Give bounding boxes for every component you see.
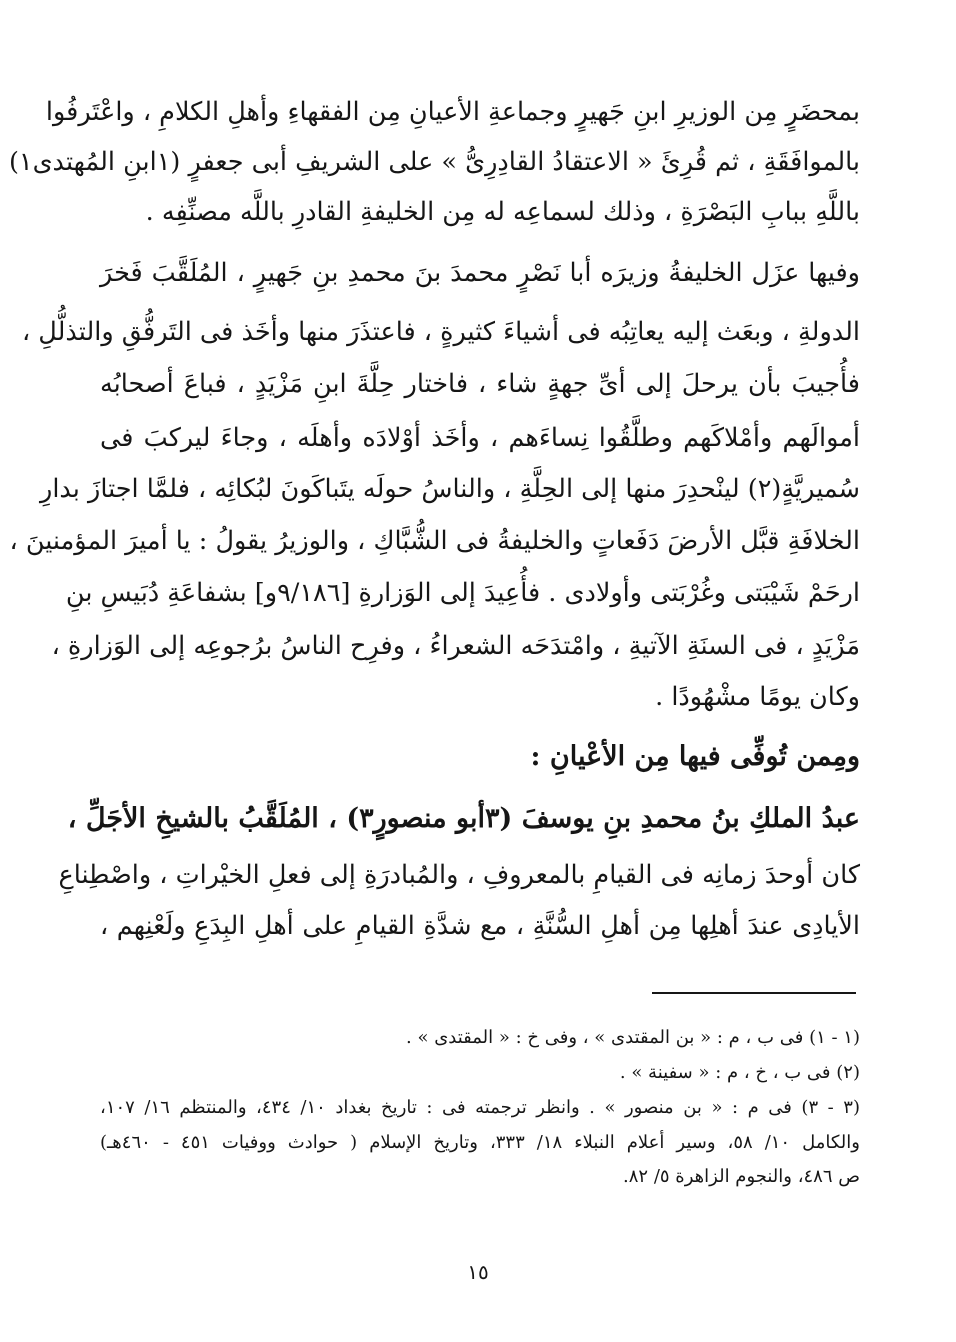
body-line: الخلافَةِ قبَّل الأرضَ دَفَعاتٍ والخليفةُ فى الشُّبَّاكِ ، والوزيرُ يقولُ : يا أميرَ المؤمنينَ ، <box>9 526 860 556</box>
footnote-line: (٣ - ٣) فى م : « بن منصور » . وانظر ترجمته فى : تاريخ بغداد ١٠/ ٤٣٤، والمنتظم ١٦/ ١٠٧، <box>100 1097 860 1118</box>
body-line: وكان يومًا مشْهُودًا . <box>655 682 860 712</box>
body-line: وفيها عزَل الخليفةُ وزيرَه أبا نَصْرٍ محمدَ بنَ محمدِ بنِ جَهيرٍ ، المُلَقَّبَ فَخرَ <box>100 258 860 288</box>
biography-entry-heading: عبدُ الملكِ بنُ محمدِ بنِ يوسفَ (٣أبو منصورٍ٣) ، المُلَقَّبُ بالشيخِ الأجَلِّ ، <box>67 803 860 834</box>
page-number: ١٥ <box>467 1260 489 1284</box>
body-line: أموالَهم وأمْلاكَهم وطلَّقُوا نِساءَهم ، وأخَذ أوْلادَه وأهلَه ، وجاءَ ليركبَ فى <box>100 423 860 453</box>
body-line: ارحَمْ شَيْبَتى وغُرْبَتى وأولادى . فأُعِيدَ إلى الوَزارةِ [٩/١٨٦و] بشفاعَةِ دُبَيسِ بنِ <box>65 578 860 608</box>
body-line: بالموافَقَةِ ، ثم قُرِئَ « الاعتقادُ القادِرِىُّ » على الشريفِ أبى جعفرٍ (١ابنِ المُهتدى١) <box>8 147 860 177</box>
body-line: فأُجيبَ بأن يرحلَ إلى أىِّ جهةٍ شاء ، فاختار حِلَّةَ ابنِ مَزْيَدٍ ، فباعَ أصحابُه <box>100 369 860 399</box>
footnote-line: والكامل ١٠/ ٥٨، وسير أعلام النبلاء ١٨/ ٣٣٣، وتاريخ الإسلام ( حوادث ووفيات ٤٥١ - ٤٦٠هـ) <box>100 1132 860 1153</box>
footnote-separator <box>652 992 856 994</box>
body-line: باللَّهِ ببابِ البَصْرَةِ ، وذلك لسماعِه له مِن الخليفةِ القادرِ باللَّه مصنِّفِه . <box>145 197 860 227</box>
body-line: مَزْيَدٍ ، فى السنَةِ الآتيةِ ، وامْتدَحَه الشعراءُ ، وفرِح الناسُ برُجوعِه إلى الوَزارةِ ، <box>51 631 860 661</box>
biography-entry-line: كان أوحدَ زمانِه فى القيامِ بالمعروفِ ، والمُبادرَةِ إلى فعلِ الخيْراتِ ، واصْطِناعِ <box>58 860 860 890</box>
footnote-line: (١ - ١) فى ب ، م : « بن المقتدى » ، وفى خ : « المقتدى » . <box>406 1027 860 1048</box>
footnote-line: (٢) فى ب ، خ ، م : « سفينة » . <box>619 1062 860 1083</box>
body-line: بمحضَرٍ مِن الوزيرِ ابنِ جَهيرٍ وجماعةِ الأعيانِ مِن الفقهاءِ وأهلِ الكلامِ ، واعْتَرفُوا <box>45 97 860 127</box>
section-heading: ومِمن تُوفِّى فيها مِن الأعْيانِ : <box>530 741 860 772</box>
body-line: سُميريَّةٍ(٢) لينْحدِرَ منها إلى الحِلَّةِ ، والناسُ حولَه يتَباكَونَ لبُكائِه ، فلمَّا اجتازَ بدارِ <box>40 474 860 504</box>
biography-entry-line: الأيادِى عندَ أهلِها مِن أهلِ السُّنَّةِ ، مع شدَّةِ القيامِ على أهلِ البِدَعِ ولَعْنِهم ، <box>100 911 860 941</box>
body-line: الدولةِ ، وبعَث إليه يعاتِبُه فى أشياءَ كثيرةٍ ، فاعتذَرَ منها وأخَذ فى التَرفُّقِ والتذلُّلِ ، <box>21 317 860 347</box>
footnote-line: ص ٤٨٦، والنجوم الزاهرة ٥/ ٨٢. <box>623 1166 860 1187</box>
